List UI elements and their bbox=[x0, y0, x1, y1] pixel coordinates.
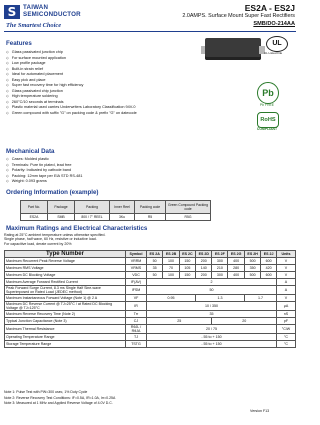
feature-item: ◇ Ideal for automated placement bbox=[6, 72, 186, 78]
mechanical-item: ◇ Cases: Molded plastic bbox=[6, 157, 186, 163]
parameter-cell: Maximum Thermal Resistance bbox=[5, 325, 126, 334]
unit-cell: °C/W bbox=[277, 325, 296, 334]
part-header: ES 2C bbox=[179, 251, 195, 258]
value-cell: 200 bbox=[196, 258, 212, 265]
feature-item: ◇ Super fast recovery time for high efficiency bbox=[6, 83, 186, 89]
chip-body bbox=[205, 38, 261, 60]
value-cell: 210 bbox=[212, 265, 228, 272]
value-cell: - 55 to + 150 bbox=[147, 334, 277, 341]
brand-name-line2: SEMICONDUCTOR bbox=[23, 11, 81, 18]
part-number-title: ES2A - ES2J bbox=[244, 3, 295, 13]
value-cell: 350 bbox=[244, 265, 260, 272]
value-cell: 70 bbox=[163, 265, 179, 272]
value-cell: 100 bbox=[163, 258, 179, 265]
value-cell: 1.7 bbox=[244, 295, 276, 302]
feature-item: ◇ High temperature soldering bbox=[6, 94, 186, 100]
value-cell: 0.95 bbox=[147, 295, 196, 302]
parameter-cell: Maximum Recurrent Peak Reverse Voltage bbox=[5, 258, 126, 265]
feature-item: ◇ Green compound with suffix "G" on packing code & prefix "G" on datecode bbox=[6, 111, 186, 117]
part-header: ES 2F bbox=[212, 251, 228, 258]
feature-item: ◇ Glass passivated junction chip bbox=[6, 50, 186, 56]
part-header: ES 2J bbox=[261, 251, 277, 258]
ordering-header: Packing code bbox=[135, 201, 166, 214]
table-row bbox=[5, 272, 296, 279]
table-row bbox=[5, 265, 296, 272]
mechanical-list bbox=[6, 157, 186, 185]
symbol-cell: VF bbox=[126, 295, 147, 302]
mechanical-item: ◇ Weight: 0.093 grams bbox=[6, 179, 186, 185]
parameter-cell: Typical Junction Capacitance (Note 3) bbox=[5, 318, 126, 325]
ordering-cell: 800 / 7" REEL bbox=[75, 214, 110, 221]
mechanical-item: ◇ Packing: 12mm tape per EIA STD RS-481 bbox=[6, 174, 186, 180]
part-header: ES 2B bbox=[163, 251, 179, 258]
features-heading: Features bbox=[6, 40, 32, 47]
value-cell: 280 bbox=[228, 265, 245, 272]
ordering-heading: Ordering Information (example) bbox=[6, 189, 99, 196]
value-cell: 150 bbox=[179, 272, 195, 279]
value-cell: 1.3 bbox=[196, 295, 245, 302]
ul-logo: UL bbox=[266, 36, 288, 52]
feature-item: ◇ Low profile package bbox=[6, 61, 186, 67]
table-row bbox=[5, 311, 296, 318]
symbol-cell: IR bbox=[126, 302, 147, 311]
ordering-table bbox=[20, 200, 211, 221]
symbol-cell: RθJL / RθJA bbox=[126, 325, 147, 334]
symbol-cell: IFSM bbox=[126, 286, 147, 295]
units-header: Units bbox=[277, 251, 296, 258]
unit-cell: V bbox=[277, 265, 296, 272]
smb-package-illustration bbox=[205, 36, 265, 64]
ordering-cell: R5 bbox=[135, 214, 166, 221]
unit-cell: pF bbox=[277, 318, 296, 325]
ratings-notes bbox=[4, 390, 294, 407]
unit-cell: °C bbox=[277, 334, 296, 341]
value-cell: 600 bbox=[261, 272, 277, 279]
unit-cell: °C bbox=[277, 341, 296, 348]
table-row bbox=[5, 286, 296, 295]
part-header: ES 2D bbox=[196, 251, 212, 258]
ordering-header: Package bbox=[48, 201, 75, 214]
unit-cell: V bbox=[277, 258, 296, 265]
ordering-header: Part No. bbox=[21, 201, 48, 214]
mechanical-heading: Mechanical Data bbox=[6, 148, 55, 155]
document-version: Version F13 bbox=[250, 409, 270, 413]
value-cell: 400 bbox=[228, 272, 245, 279]
symbol-cell: VDC bbox=[126, 272, 147, 279]
value-cell: 200 bbox=[196, 272, 212, 279]
symbol-cell: VRMS bbox=[126, 265, 147, 272]
rohs-icon: RoHS bbox=[257, 112, 279, 128]
table-row bbox=[21, 214, 211, 221]
table-row bbox=[5, 279, 296, 286]
table-row bbox=[5, 334, 296, 341]
value-cell: 50 bbox=[147, 272, 163, 279]
value-cell: 35 bbox=[147, 265, 163, 272]
parameter-cell: Peak Forward Surge Current, 8.3 ms Single Half Sine-wave Superimposed on Rated Load (JEDEC method) bbox=[5, 286, 126, 295]
value-cell: 25 bbox=[147, 318, 212, 325]
unit-cell: nS bbox=[277, 311, 296, 318]
symbol-cell: IF(AV) bbox=[126, 279, 147, 286]
ratings-heading: Maximum Ratings and Electrical Characteristics bbox=[6, 225, 148, 232]
company-logo: S bbox=[4, 5, 20, 19]
header-divider bbox=[4, 31, 296, 32]
value-cell: 300 bbox=[212, 258, 228, 265]
parameter-cell: Maximum DC Blocking Voltage bbox=[5, 272, 126, 279]
unit-cell: A bbox=[277, 286, 296, 295]
value-cell: 105 bbox=[179, 265, 195, 272]
value-cell: 20 / 75 bbox=[147, 325, 277, 334]
feature-item: ◇ Glass passivated chip junction bbox=[6, 89, 186, 95]
symbol-header: Symbol bbox=[126, 251, 147, 258]
note-line: Note 1: Pulse Test with PW=300 usec, 1% Duty Cycle bbox=[4, 390, 88, 394]
symbol-cell: CJ bbox=[126, 318, 147, 325]
value-cell: 20 bbox=[212, 318, 277, 325]
symbol-cell: VRRM bbox=[126, 258, 147, 265]
value-cell: 10 / 350 bbox=[147, 302, 277, 311]
ordering-cell: SMB bbox=[48, 214, 75, 221]
unit-cell: μA bbox=[277, 302, 296, 311]
value-cell: 140 bbox=[196, 265, 212, 272]
note-line: Note 3: Measured at 1 MHz and Applied Reverse Voltage of 4.0V D.C. bbox=[4, 401, 113, 405]
mechanical-item: ◇ Polarity: Indicated by cathode band bbox=[6, 168, 186, 174]
parameter-cell: Maximum Reverse Recovery Time (Note 2) bbox=[5, 311, 126, 318]
value-cell: 35 bbox=[147, 311, 277, 318]
features-list bbox=[6, 50, 186, 116]
ordering-header: Green Compound Packing code bbox=[166, 201, 211, 214]
part-header: ES 2H bbox=[244, 251, 260, 258]
value-cell: - 55 to + 150 bbox=[147, 341, 277, 348]
brand-name-line1: TAIWAN bbox=[23, 4, 49, 11]
value-cell: 500 bbox=[244, 272, 260, 279]
part-header: ES 2G bbox=[228, 251, 245, 258]
table-row bbox=[5, 302, 296, 311]
parameter-cell: Maximum DC Reverse Current @ TJ=25°C / at Rated DC Blocking Voltage @ TJ=125°C bbox=[5, 302, 126, 311]
feature-item: ◇ 260°C/10 seconds at terminals bbox=[6, 100, 186, 106]
value-cell: 500 bbox=[244, 258, 260, 265]
unit-cell: V bbox=[277, 295, 296, 302]
ordering-header: Inner Reel bbox=[110, 201, 135, 214]
type-number-header: Type Number bbox=[5, 251, 126, 258]
ul-caption: UL Listed File bbox=[264, 51, 283, 55]
table-row bbox=[5, 341, 296, 348]
feature-item: ◇ Plastic material used carries Underwriters Laboratory Classification 94V-0 bbox=[6, 105, 186, 111]
table-row bbox=[5, 295, 296, 302]
value-cell: 400 bbox=[228, 258, 245, 265]
symbol-cell: TSTG bbox=[126, 341, 147, 348]
condition-line: Single phase, half wave, 60 Hz, resistive or inductive load. bbox=[4, 237, 97, 242]
pb-free-icon: Pb bbox=[257, 82, 279, 104]
rohs-label: COMPLIANT bbox=[256, 127, 278, 131]
ratings-table bbox=[4, 250, 296, 348]
feature-item: ◇ Built-in strain relief bbox=[6, 67, 186, 73]
ordering-cell: ES2A bbox=[21, 214, 48, 221]
pb-free-label: Pb FREE bbox=[259, 103, 275, 107]
condition-line: For capacitive load, derate current by 20% bbox=[4, 241, 72, 246]
mechanical-item: ◇ Terminals: Pure tin plated, lead free bbox=[6, 163, 186, 169]
value-cell: 2 bbox=[147, 279, 277, 286]
brand-slogan: The Smartest Choice bbox=[6, 22, 62, 29]
value-cell: 600 bbox=[261, 258, 277, 265]
parameter-cell: Maximum RMS Voltage bbox=[5, 265, 126, 272]
value-cell: 50 bbox=[147, 258, 163, 265]
value-cell: 50 bbox=[147, 286, 277, 295]
note-line: Note 2: Reverse Recovery Test Conditions: IF=0.5A, IR=1.0A, Irr=0.25A bbox=[4, 395, 116, 400]
unit-cell: V bbox=[277, 272, 296, 279]
product-subtitle: 2.0AMPS. Surface Mount Super Fast Rectifiers bbox=[182, 13, 295, 19]
parameter-cell: Maximum Average Forward Rectified Current bbox=[5, 279, 126, 286]
part-header: ES 2A bbox=[147, 251, 163, 258]
table-row bbox=[5, 318, 296, 325]
ordering-cell: R5G bbox=[166, 214, 211, 221]
parameter-cell: Operating Temperature Range bbox=[5, 334, 126, 341]
table-row bbox=[5, 258, 296, 265]
feature-item: ◇ Easy pick and place bbox=[6, 78, 186, 84]
value-cell: 150 bbox=[179, 258, 195, 265]
ordering-header: Packing bbox=[75, 201, 110, 214]
parameter-cell: Maximum Instantaneous Forward Voltage (Note 1) @ 2 A bbox=[5, 295, 126, 302]
ratings-conditions bbox=[4, 233, 294, 246]
ordering-cell: 3Ku bbox=[110, 214, 135, 221]
symbol-cell: Trr bbox=[126, 311, 147, 318]
value-cell: 100 bbox=[163, 272, 179, 279]
symbol-cell: TJ bbox=[126, 334, 147, 341]
value-cell: 300 bbox=[212, 272, 228, 279]
feature-item: ◇ For surface mounted application bbox=[6, 56, 186, 62]
table-row bbox=[5, 325, 296, 334]
unit-cell: A bbox=[277, 279, 296, 286]
value-cell: 420 bbox=[261, 265, 277, 272]
parameter-cell: Storage Temperature Range bbox=[5, 341, 126, 348]
package-name: SMB/DO-214AA bbox=[253, 21, 295, 27]
condition-line: Rating at 25°C ambient temperature unless otherwise specified. bbox=[4, 233, 106, 237]
